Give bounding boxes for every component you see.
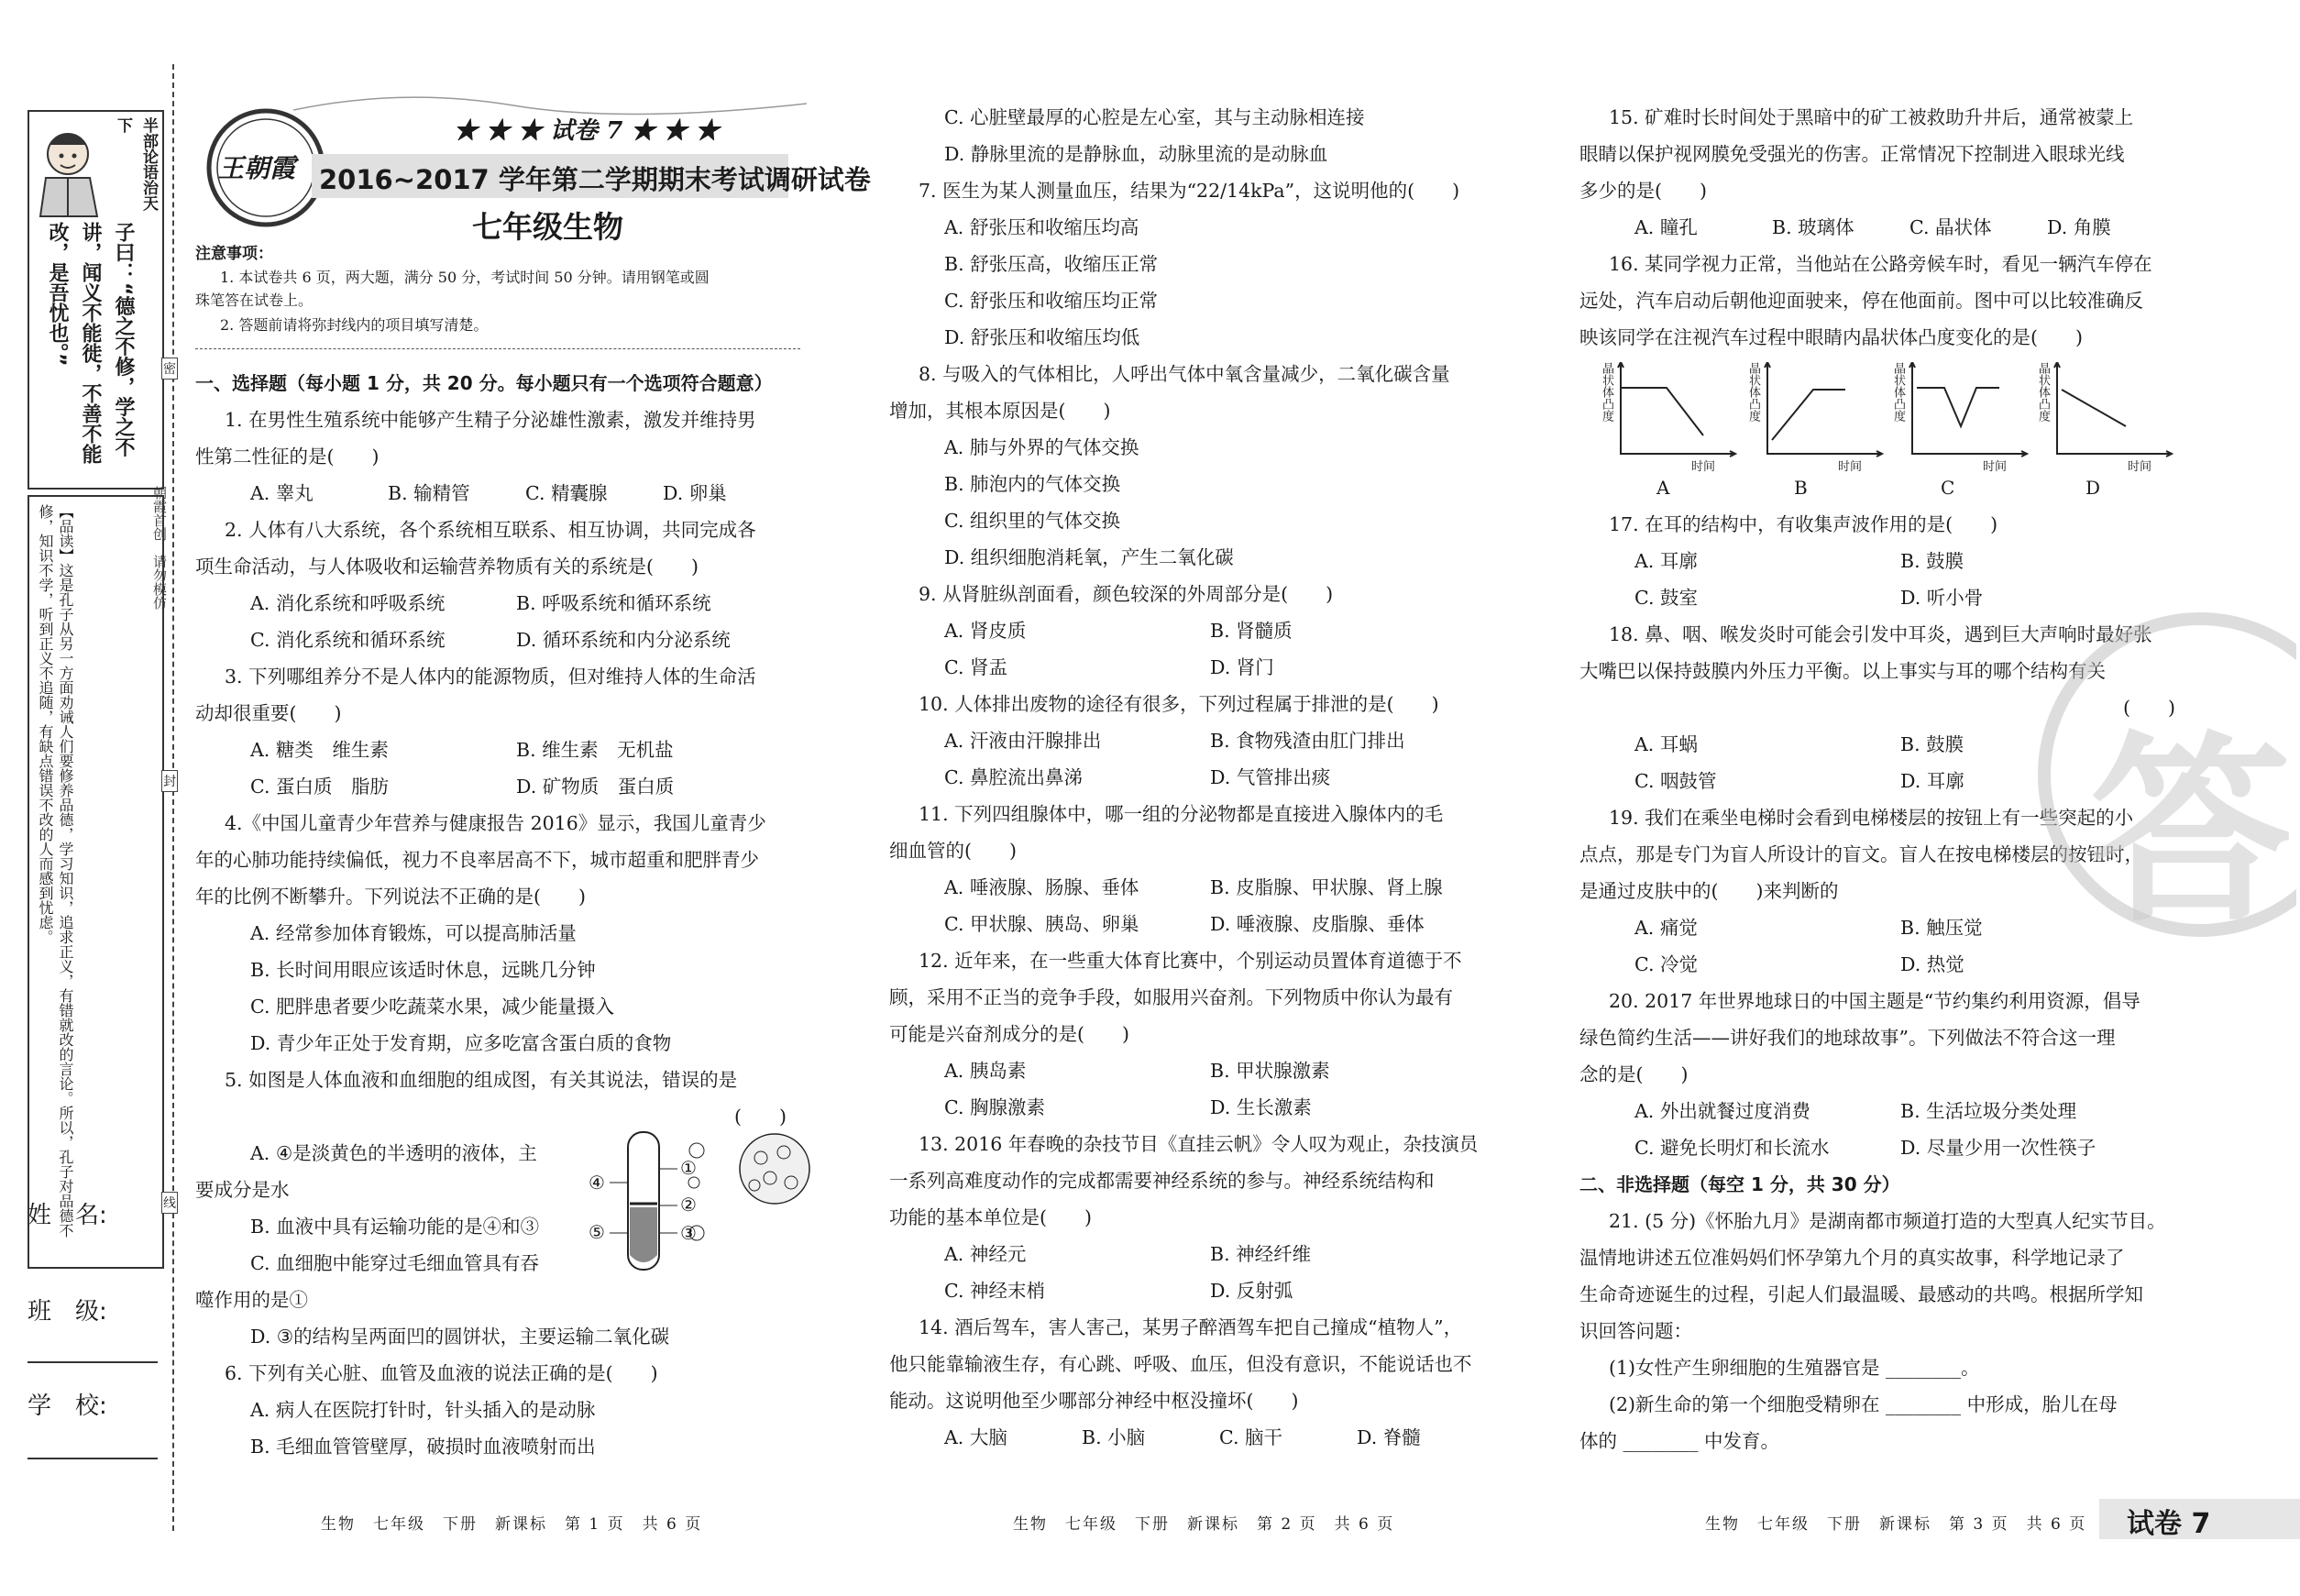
option[interactable]: D. 青少年正处于发育期，应多吃富含蛋白质的食物 (250, 1032, 672, 1054)
column-2 (889, 99, 1513, 1456)
question-text: 性第二性征的是( ) (195, 446, 380, 468)
question-text: 17. 在耳的结构中，有收集声波作用的是( ) (1609, 513, 1998, 535)
question-text: 生命奇迹诞生的过程，引起人们最温暖、最感动的共鸣。根据所学知 (1579, 1283, 2143, 1305)
options (195, 768, 805, 805)
options (889, 1052, 1513, 1089)
graph-xlabel: 时间 (1691, 460, 1716, 474)
question-text: 能动。这说明他至少哪部分神经中枢没撞坏( ) (889, 1390, 1299, 1412)
question-text: 16. 某同学视力正常，当他站在公路旁候车时，看见一辆汽车停在 (1609, 253, 2152, 275)
spine-mark-3: 线 (161, 1192, 178, 1214)
option[interactable]: A. 肾皮质 (944, 620, 1027, 642)
graph-c (1908, 362, 2031, 468)
question-text: 3. 下列哪组养分不是人体内的能源物质，但对维持人体的生命活 (225, 666, 756, 688)
option[interactable]: A. 唾液腺、肠腺、垂体 (944, 876, 1139, 898)
options (1579, 1093, 2203, 1129)
question-text: 眼睛以保护视网膜免受强光的伤害。正常情况下控制进入眼球光线 (1579, 143, 2125, 165)
question-text: 顾，采用不正当的竞争手段，如服用兴奋剂。下列物质中你认为最有 (889, 986, 1453, 1008)
option[interactable]: C. 心脏壁最厚的心腔是左心室，其与主动脉相连接 (944, 106, 1365, 128)
quote-text: 子曰：“德之不修，学之不讲，闻义不能徙，不善不能改，是吾忧也。” (46, 222, 135, 464)
option[interactable]: C. 精囊腺 (525, 482, 608, 504)
option[interactable]: A. 糖类 维生素 (250, 739, 389, 761)
option[interactable]: D. 舒张压和收缩压均低 (944, 326, 1140, 348)
school-field[interactable] (28, 1458, 158, 1459)
option[interactable]: C. 消化系统和循环系统 (250, 629, 446, 651)
option[interactable]: D. 生长激素 (1210, 1096, 1312, 1118)
question-text: 年的比例不断攀升。下列说法不正确的是( ) (195, 886, 586, 908)
options (889, 1419, 1513, 1456)
option[interactable]: D. 听小骨 (1900, 587, 1984, 609)
options (1579, 1129, 2203, 1166)
option[interactable]: B. 皮脂腺、甲状腺、肾上腺 (1210, 876, 1443, 898)
logo-text: 王朝霞 (218, 153, 296, 183)
option[interactable]: A. 经常参加体育锻炼，可以提高肺活量 (250, 922, 577, 944)
graph-xlabel: 时间 (2128, 460, 2152, 474)
corner-tag: 试卷 7 (2127, 1508, 2211, 1540)
option[interactable]: A. ④是淡黄色的半透明的液体，主 (250, 1142, 537, 1164)
page-footer: 生物 七年级 下册 新课标 第 2 页 共 6 页 (1013, 1515, 1395, 1534)
graph-xlabel: 时间 (1838, 460, 1863, 474)
option[interactable]: C. 组织里的气体交换 (944, 510, 1120, 532)
option[interactable]: C. 甲状腺、胰岛、卵巢 (944, 913, 1139, 935)
subject-title: 七年级生物 (472, 209, 623, 245)
option[interactable]: C. 脑干 (1219, 1426, 1282, 1448)
option[interactable]: C. 鼓室 (1634, 587, 1698, 609)
blood-tube-diagram (582, 1095, 811, 1279)
graph-letter[interactable]: C (1941, 477, 1955, 499)
answer-bracket: ( ) (2123, 697, 2175, 719)
option[interactable]: C. 晶状体 (1909, 216, 1992, 238)
question-text: 5. 如图是人体血液和血细胞的组成图，有关其说法，错误的是 (225, 1069, 738, 1091)
spine-mark-2: 封 (161, 770, 178, 792)
option[interactable]: A. 病人在医院打针时，针头插入的是动脉 (250, 1399, 596, 1421)
option[interactable]: D. 气管排出痰 (1210, 766, 1331, 788)
question-text: 8. 与吸入的气体相比，人呼出气体中氧含量减少，二氧化碳含量 (919, 363, 1450, 385)
option[interactable]: D. 角膜 (2047, 216, 2111, 238)
option[interactable]: D. 反射弧 (1210, 1280, 1293, 1302)
question-text: 15. 矿难时长时间处于黑暗中的矿工被救助升井后，通常被蒙上 (1609, 106, 2134, 128)
page-footer: 生物 七年级 下册 新课标 第 1 页 共 6 页 (321, 1515, 703, 1534)
name-field-label: 姓 名: (28, 1202, 107, 1229)
options (889, 1272, 1513, 1309)
graph-letter[interactable]: B (1794, 477, 1808, 499)
class-field[interactable] (28, 1361, 158, 1363)
option[interactable]: A. 胰岛素 (944, 1060, 1027, 1082)
option-continued: 噬作用的是① (195, 1289, 308, 1311)
question-text: 2. 人体有八大系统，各个系统相互联系、相互协调，共同完成各 (225, 519, 756, 541)
graph-d (2052, 362, 2176, 468)
confucius-icon (33, 117, 106, 218)
option[interactable]: B. 鼓膜 (1900, 733, 1964, 755)
diagram-label: ③ (680, 1222, 697, 1244)
watermark-char: 答 (2090, 714, 2293, 949)
option[interactable]: D. 肾门 (1210, 656, 1274, 678)
question-text: 21. (5 分)《怀胎九月》是湖南都市频道打造的大型真人纪实节目。 (1609, 1210, 2166, 1232)
option[interactable]: A. 神经元 (944, 1243, 1027, 1265)
options (889, 869, 1513, 906)
exam-title: 2016~2017 学年第二学期期末考试调研试卷 (319, 164, 871, 195)
question-text: 功能的基本单位是( ) (889, 1206, 1092, 1228)
option[interactable]: D. 循环系统和内分泌系统 (516, 629, 731, 651)
question-text: 识回答问题： (1579, 1320, 1692, 1342)
option[interactable]: B. 长时间用眼应该适时休息，远眺几分钟 (250, 959, 596, 981)
section-heading: 一、选择题（每小题 1 分，共 20 分。每小题只有一个选项符合题意） (195, 372, 773, 394)
question-text: 10. 人体排出废物的途径有很多，下列过程属于排泄的是( ) (919, 693, 1439, 715)
options (889, 1089, 1513, 1126)
option[interactable]: C. 舒张压和收缩压均正常 (944, 290, 1158, 312)
question-text: 14. 酒后驾车，害人害己，某男子醉酒驾车把自己撞成“植物人”， (919, 1316, 1463, 1338)
option[interactable]: D. 矿物质 蛋白质 (516, 776, 675, 798)
option[interactable]: A. 瞳孔 (1634, 216, 1698, 238)
options (889, 759, 1513, 796)
motto-text: 半 部 论 语 治 天 下 (114, 117, 158, 211)
spine-mark-1: 密 (161, 358, 178, 380)
question-text: 9. 从肾脏纵剖面看，颜色较深的外周部分是( ) (919, 583, 1334, 605)
question-text: 远处，汽车启动后朝他迎面驶来，停在他面前。图中可以比较准确反 (1579, 290, 2143, 312)
option[interactable]: D. 静脉里流的是静脉血，动脉里流的是动脉血 (944, 143, 1328, 165)
option[interactable]: D. 脊髓 (1357, 1426, 1421, 1448)
options (889, 1236, 1513, 1272)
graph-letter[interactable]: D (2085, 477, 2101, 499)
question-text: 12. 近年来，在一些重大体育比赛中，个别运动员置体育道德于不 (919, 950, 1462, 972)
question-text: 他只能靠输液生存，有心跳、呼吸、血压，但没有意识，不能说话也不 (889, 1353, 1472, 1375)
option[interactable]: B. 食物残渣由肛门排出 (1210, 730, 1405, 752)
question-text: 7. 医生为某人测量血压，结果为“22/14kPa”，这说明他的( ) (919, 180, 1460, 202)
spine-text: 朝霞首创 请勿模仿 (151, 486, 168, 610)
question-text: 18. 鼻、咽、喉发炎时可能会引发中耳炎，遇到巨大声响时最好张 (1609, 623, 2152, 645)
option[interactable]: C. 神经末梢 (944, 1280, 1045, 1302)
graph-letter[interactable]: A (1656, 477, 1670, 499)
options (889, 722, 1513, 759)
option[interactable]: C. 避免长明灯和长流水 (1634, 1137, 1830, 1159)
question-text: 大嘴巴以保持鼓膜内外压力平衡。以上事实与耳的哪个结构有关 (1579, 660, 2106, 682)
option[interactable]: A. 耳廓 (1634, 550, 1698, 572)
option[interactable]: A. 痛觉 (1634, 917, 1698, 939)
class-field-label: 班 级: (28, 1298, 107, 1326)
option[interactable]: B. 肾髓质 (1210, 620, 1293, 642)
question-text: 一系列高难度动作的完成都需要神经系统的参与。神经系统结构和 (889, 1170, 1435, 1192)
lens-graphs (1600, 362, 2186, 500)
option[interactable]: A. 外出就餐过度消费 (1634, 1100, 1810, 1122)
sidebar (28, 110, 165, 1513)
question-text: 20. 2017 年世界地球日的中国主题是“节约集约利用资源，倡导 (1609, 990, 2140, 1012)
graph-xlabel: 时间 (1983, 460, 2008, 474)
option[interactable]: D. 组织细胞消耗氧，产生二氧化碳 (944, 546, 1234, 568)
notes-item: 2. 答题前请将弥封线内的项目填写清楚。 (220, 316, 489, 334)
graph-ylabel: 晶状体凸度 (1746, 362, 1760, 422)
options (889, 906, 1513, 942)
option[interactable]: B. 维生素 无机盐 (516, 739, 674, 761)
name-field[interactable] (28, 1267, 158, 1269)
option[interactable]: C. 肥胖患者要少吃蔬菜水果，减少能量摄入 (250, 996, 614, 1018)
option[interactable]: B. 生活垃圾分类处理 (1900, 1100, 2077, 1122)
options (889, 612, 1513, 649)
notes-heading: 注意事项： (195, 245, 273, 263)
option[interactable]: B. 肺泡内的气体交换 (944, 473, 1121, 495)
question-text: 细血管的( ) (889, 840, 1017, 862)
option-continued: 要成分是水 (195, 1179, 290, 1201)
option[interactable]: A. 肺与外界的气体交换 (944, 436, 1139, 458)
option[interactable]: C. 血细胞中能穿过毛细血管具有吞 (250, 1252, 539, 1274)
question-text: 是通过皮肤中的( )来判断的 (1579, 880, 1839, 902)
page-footer: 生物 七年级 下册 新课标 第 3 页 共 6 页 (1705, 1515, 2087, 1534)
option[interactable]: D. ③的结构呈两面凹的圆饼状，主要运输二氧化碳 (250, 1326, 670, 1348)
option[interactable]: D. 尽量少用一次性筷子 (1900, 1137, 2096, 1159)
question-text: 项生命活动，与人体吸收和运输营养物质有关的系统是( ) (195, 556, 699, 578)
options (889, 649, 1513, 686)
option[interactable]: A. 消化系统和呼吸系统 (250, 592, 446, 614)
notes-item: 珠笔答在试卷上。 (195, 292, 314, 309)
question-text: 绿色简约生活——讲好我们的地球故事”。下列做法不符合这一理 (1579, 1027, 2116, 1049)
column-1 (195, 365, 805, 1465)
question-text: 增加，其根本原因是( ) (889, 400, 1111, 422)
comment-text: 【品读】这是孔子从另一方面劝诫人们要修养品德，学习知识，追求正义，有错就改的言论。所以，孔子对品德不修，知识不学，听到正义不追随，有缺点错误不改的人而感到忧虑。 (37, 504, 74, 1238)
notes-item: 1. 本试卷共 6 页，两大题，满分 50 分，考试时间 50 分钟。请用钢笔或圆 (220, 269, 710, 286)
question-text: 11. 下列四组腺体中，哪一组的分泌物都是直接进入腺体内的毛 (919, 803, 1444, 825)
option[interactable]: B. 呼吸系统和循环系统 (516, 592, 711, 614)
question-text: 年的心肺功能持续偏低，视力不良率居高不下，城市超重和肥胖青少 (195, 849, 759, 871)
paper-number: ★ ★ ★ 试卷 7 ★ ★ ★ (454, 117, 720, 145)
graph-b (1763, 362, 1887, 468)
question-text: 多少的是( ) (1579, 180, 1707, 202)
diagram-label: ④ (589, 1172, 605, 1194)
option[interactable]: A. 耳蜗 (1634, 733, 1698, 755)
option[interactable]: B. 舒张压高，收缩压正常 (944, 253, 1159, 275)
answer-bracket: ( ) (734, 1106, 787, 1128)
graph-a (1616, 362, 1740, 468)
option[interactable]: A. 舒张压和收缩压均高 (944, 216, 1139, 238)
option[interactable]: B. 触压觉 (1900, 917, 1983, 939)
question-text: 动却很重要( ) (195, 702, 342, 724)
option[interactable]: D. 唾液腺、皮脂腺、垂体 (1210, 913, 1425, 935)
option[interactable]: D. 卵巢 (663, 482, 727, 504)
column-3 (1579, 99, 2203, 356)
seal-line (172, 64, 174, 1531)
graph-ylabel: 晶状体凸度 (1891, 362, 1905, 422)
question-text: 映该同学在注视汽车过程中眼睛内晶状体凸度变化的是( ) (1579, 326, 2083, 348)
question-text: 温情地讲述五位准妈妈们怀孕第九个月的真实故事，科学地记录了 (1579, 1247, 2125, 1269)
diagram-label: ② (680, 1194, 697, 1216)
option[interactable]: B. 小脑 (1082, 1426, 1146, 1448)
question-text: 念的是( ) (1579, 1063, 1689, 1085)
options (195, 732, 805, 768)
fill-blank[interactable]: (2)新生命的第一个细胞受精卵在 ________ 中形成，胎儿在母 (1609, 1393, 2118, 1415)
diagram-label: ⑤ (589, 1221, 605, 1243)
option[interactable]: A. 大脑 (944, 1426, 1007, 1448)
option[interactable]: C. 咽鼓管 (1634, 770, 1717, 792)
question-text: 6. 下列有关心脏、血管及血液的说法正确的是( ) (225, 1362, 658, 1384)
option[interactable]: B. 输精管 (388, 482, 470, 504)
option[interactable]: B. 神经纤维 (1210, 1243, 1312, 1265)
question-text: 13. 2016 年春晚的杂技节目《直挂云帆》令人叹为观止，杂技演员 (919, 1133, 1479, 1155)
section-heading: 二、非选择题（每空 1 分，共 30 分） (1579, 1173, 1900, 1195)
option[interactable]: A. 汗液由汗腺排出 (944, 730, 1102, 752)
question-text: 可能是兴奋剂成分的是( ) (889, 1023, 1129, 1045)
question-text: 4.《中国儿童青少年营养与健康报告 2016》显示，我国儿童青少 (225, 812, 766, 834)
option[interactable]: C. 胸腺激素 (944, 1096, 1045, 1118)
diagram-label: ① (680, 1157, 697, 1179)
fill-blank[interactable]: 体的 ________ 中发育。 (1579, 1430, 1780, 1452)
option[interactable]: B. 鼓膜 (1900, 550, 1964, 572)
options (195, 475, 805, 512)
options (1579, 209, 2203, 246)
graph-ylabel: 晶状体凸度 (2036, 362, 2050, 422)
fill-blank[interactable]: (1)女性产生卵细胞的生殖器官是 ________。 (1609, 1357, 1980, 1379)
option[interactable]: B. 血液中具有运输功能的是④和③ (250, 1216, 540, 1238)
option[interactable]: D. 耳廓 (1900, 770, 1964, 792)
question-text: 19. 我们在乘坐电梯时会看到电梯楼层的按钮上有一些突起的小 (1609, 807, 2134, 829)
option[interactable]: B. 玻璃体 (1772, 216, 1854, 238)
question-text: 1. 在男性生殖系统中能够产生精子分泌雄性激素，激发并维持男 (225, 409, 756, 431)
options (1579, 543, 2203, 579)
option[interactable]: A. 睾丸 (250, 482, 314, 504)
option[interactable]: D. 热觉 (1900, 953, 1964, 975)
option[interactable]: C. 鼻腔流出鼻涕 (944, 766, 1083, 788)
option[interactable]: B. 甲状腺激素 (1210, 1060, 1330, 1082)
option[interactable]: C. 蛋白质 脂肪 (250, 776, 389, 798)
graph-ylabel: 晶状体凸度 (1600, 362, 1613, 422)
school-field-label: 学 校: (28, 1392, 107, 1420)
option[interactable]: B. 毛细血管管壁厚，破损时血液喷射而出 (250, 1436, 596, 1458)
question-text: 点点，那是专门为盲人所设计的盲文。盲人在按电梯楼层的按钮时， (1579, 843, 2143, 865)
options (195, 622, 805, 658)
option[interactable]: C. 肾盂 (944, 656, 1007, 678)
option[interactable]: C. 冷觉 (1634, 953, 1698, 975)
options (195, 585, 805, 622)
notes-divider (195, 348, 800, 349)
